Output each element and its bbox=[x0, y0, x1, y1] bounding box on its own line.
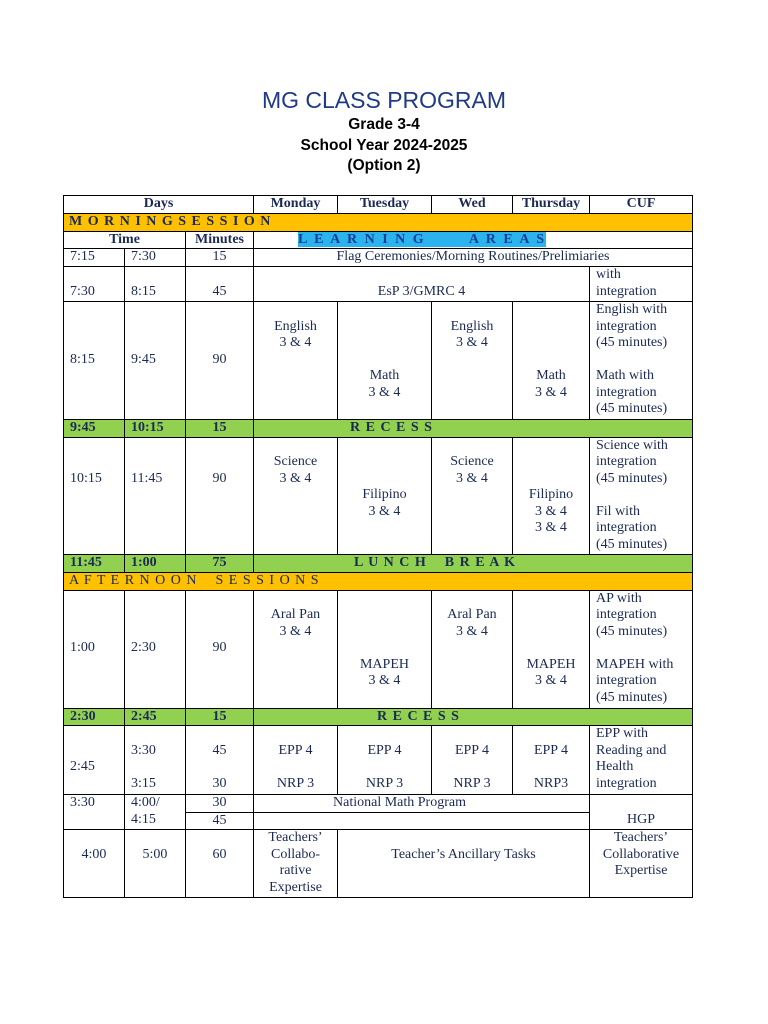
minutes: 90 bbox=[186, 590, 254, 708]
subject: EPP 4 bbox=[533, 742, 569, 758]
cuf-note: Math with integration (45 minutes) bbox=[596, 368, 668, 416]
subject: NRP 3 bbox=[365, 775, 404, 791]
start-time: 11:45 bbox=[64, 554, 125, 572]
learning-areas-cell bbox=[254, 231, 693, 249]
class-program-table bbox=[63, 195, 693, 898]
minutes: 30 bbox=[186, 795, 254, 813]
tuesday-cell: MAPEH 3 & 4 bbox=[338, 590, 432, 708]
minutes: 15 bbox=[186, 708, 254, 726]
minutes: 45 bbox=[212, 742, 227, 758]
row-0330-a bbox=[64, 795, 693, 813]
minutes: 60 bbox=[186, 830, 254, 898]
subject: EPP 4 bbox=[367, 742, 402, 758]
cuf-cell: with integration bbox=[590, 267, 693, 302]
thursday-cell: MAPEH 3 & 4 bbox=[513, 590, 590, 708]
activity-cell: Teacher’s Ancillary Tasks bbox=[338, 830, 590, 898]
afternoon-session-label: A F T E R N O O N S E S S I O N S bbox=[64, 572, 693, 590]
start-time: 10:15 bbox=[64, 437, 125, 554]
lunch-row bbox=[64, 554, 693, 572]
row-0400 bbox=[64, 830, 693, 898]
cuf-cell: EPP with Reading and Health integration bbox=[590, 726, 693, 795]
subject: NRP3 bbox=[533, 775, 569, 791]
cuf-note: Science with integration (45 minutes) bbox=[596, 437, 668, 486]
end-time: 4:00/ 4:15 bbox=[125, 795, 186, 830]
activity-cell: Flag Ceremonies/Morning Routines/Prelimiaries bbox=[254, 249, 693, 267]
start-time: 4:00 bbox=[64, 830, 125, 898]
recess-row-am bbox=[64, 420, 693, 438]
cuf-cell: Teachers’ Collaborative Expertise bbox=[590, 830, 693, 898]
cuf-cell bbox=[590, 437, 693, 554]
start-time: 2:45 bbox=[64, 726, 125, 795]
morning-session-label: M O R N I N G S E S S I O N bbox=[64, 214, 693, 232]
monday-cell: Teachers’ Collabo- rative Expertise bbox=[254, 830, 338, 898]
cuf-cell bbox=[590, 302, 693, 420]
start-time: 9:45 bbox=[64, 420, 125, 438]
end-time: 2:30 bbox=[125, 590, 186, 708]
start-time: 7:30 bbox=[64, 267, 125, 302]
subheader-time: Time bbox=[64, 231, 186, 249]
start-time: 7:15 bbox=[64, 249, 125, 267]
monday-cell: Aral Pan 3 & 4 bbox=[254, 590, 338, 708]
monday-cell bbox=[254, 726, 338, 795]
header-tuesday: Tuesday bbox=[338, 196, 432, 214]
header-row bbox=[64, 196, 693, 214]
row-0715 bbox=[64, 249, 693, 267]
program-option: (Option 2) bbox=[347, 157, 421, 174]
recess-label: R E C E S S bbox=[254, 708, 693, 726]
thursday-cell bbox=[513, 726, 590, 795]
tuesday-cell: Math 3 & 4 bbox=[338, 302, 432, 420]
end-time: 2:45 bbox=[125, 708, 186, 726]
end-time: 3:15 bbox=[131, 775, 156, 791]
minutes: 90 bbox=[186, 437, 254, 554]
start-time: 2:30 bbox=[64, 708, 125, 726]
subject: NRP 3 bbox=[276, 775, 315, 791]
thursday-cell: Math 3 & 4 bbox=[513, 302, 590, 420]
subject: EPP 4 bbox=[278, 742, 313, 758]
header-days: Days bbox=[64, 196, 254, 214]
recess-label: R E C E S S bbox=[254, 420, 693, 438]
cuf-note: Fil with integration (45 minutes) bbox=[596, 503, 668, 552]
tuesday-cell bbox=[338, 726, 432, 795]
start-time: 8:15 bbox=[64, 302, 125, 420]
grade-level: Grade 3-4 bbox=[348, 116, 420, 133]
subheader-row bbox=[64, 231, 693, 249]
subject: NRP 3 bbox=[453, 775, 491, 791]
tuesday-cell: Filipino 3 & 4 bbox=[338, 437, 432, 554]
activity-cell: National Math Program bbox=[254, 795, 590, 813]
end-time: 5:00 bbox=[125, 830, 186, 898]
monday-cell: English 3 & 4 bbox=[254, 302, 338, 420]
wed-cell: Aral Pan 3 & 4 bbox=[432, 590, 513, 708]
document-title: MG CLASS PROGRAM bbox=[261, 87, 507, 113]
end-time-cell bbox=[125, 726, 186, 795]
minutes-cell bbox=[186, 726, 254, 795]
end-time: 9:45 bbox=[125, 302, 186, 420]
end-time: 11:45 bbox=[125, 437, 186, 554]
subject: EPP 4 bbox=[454, 742, 490, 758]
afternoon-session-row bbox=[64, 572, 693, 590]
cuf-cell bbox=[590, 590, 693, 708]
minutes: 90 bbox=[186, 302, 254, 420]
end-time: 10:15 bbox=[125, 420, 186, 438]
end-time: 7:30 bbox=[125, 249, 186, 267]
end-time: 3:30 bbox=[131, 742, 156, 758]
wed-cell bbox=[432, 726, 513, 795]
start-time: 1:00 bbox=[64, 590, 125, 708]
cuf-note: English with integration (45 minutes) bbox=[596, 302, 668, 350]
start-time: 3:30 bbox=[64, 795, 125, 830]
recess-row-pm bbox=[64, 708, 693, 726]
header-wed: Wed bbox=[432, 196, 513, 214]
minutes: 75 bbox=[186, 554, 254, 572]
row-0100 bbox=[64, 590, 693, 708]
learning-areas-label: L E A R N I N G A R E A S bbox=[298, 231, 547, 247]
header-thursday: Thursday bbox=[513, 196, 590, 214]
subheader-minutes: Minutes bbox=[186, 231, 254, 249]
school-year: School Year 2024-2025 bbox=[300, 137, 468, 154]
lunch-label: L U N C H B R E A K bbox=[254, 554, 693, 572]
end-time: 8:15 bbox=[125, 267, 186, 302]
header-cuf: CUF bbox=[590, 196, 693, 214]
cuf-note: MAPEH with integration (45 minutes) bbox=[596, 656, 674, 705]
minutes: 45 bbox=[186, 267, 254, 302]
row-0815 bbox=[64, 302, 693, 420]
cuf-cell: HGP bbox=[590, 795, 693, 830]
row-0730 bbox=[64, 267, 693, 302]
row-0245 bbox=[64, 726, 693, 795]
row-1015 bbox=[64, 437, 693, 554]
minutes: 15 bbox=[186, 420, 254, 438]
header-monday: Monday bbox=[254, 196, 338, 214]
wed-cell: English 3 & 4 bbox=[432, 302, 513, 420]
cuf-note: AP with integration (45 minutes) bbox=[596, 590, 668, 639]
minutes: 30 bbox=[212, 775, 227, 791]
end-time: 1:00 bbox=[125, 554, 186, 572]
morning-session-row bbox=[64, 214, 693, 232]
monday-cell: Science 3 & 4 bbox=[254, 437, 338, 554]
empty-cell bbox=[254, 812, 590, 830]
minutes: 45 bbox=[186, 812, 254, 830]
minutes: 15 bbox=[186, 249, 254, 267]
thursday-cell: Filipino 3 & 4 3 & 4 bbox=[513, 437, 590, 554]
activity-cell: EsP 3/GMRC 4 bbox=[254, 267, 590, 302]
wed-cell: Science 3 & 4 bbox=[432, 437, 513, 554]
